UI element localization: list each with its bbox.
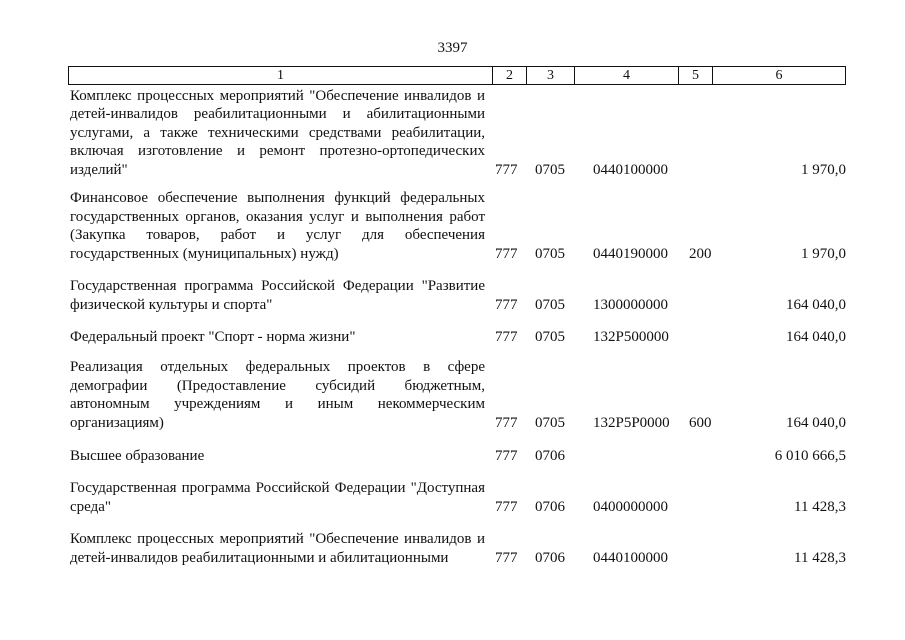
column-header-2: 2: [493, 67, 527, 84]
row-code-ministry: 777: [495, 296, 518, 313]
row-code-expense-type: 600: [689, 414, 712, 431]
row-amount: 1 970,0: [801, 161, 846, 178]
row-code-section: 0705: [535, 161, 565, 178]
row-amount: 1 970,0: [801, 245, 846, 262]
column-header-6: 6: [775, 68, 783, 83]
row-code-target: 1300000000: [593, 296, 668, 313]
table-row: [70, 479, 846, 516]
row-code-ministry: 777: [495, 414, 518, 431]
column-header-3: 3: [527, 67, 575, 84]
row-code-section: 0705: [535, 296, 565, 313]
row-code-target: 132P500000: [593, 328, 669, 345]
table-row: [70, 446, 846, 465]
row-code-ministry: 777: [495, 245, 518, 262]
row-name: Федеральный проект "Спорт - норма жизни": [70, 328, 356, 345]
row-code-ministry: 777: [495, 328, 518, 345]
column-header-5: 5: [679, 67, 713, 84]
row-code-section: 0705: [535, 328, 565, 345]
row-amount: 164 040,0: [786, 414, 846, 431]
row-code-target: 132P5P0000: [593, 414, 670, 431]
row-amount: 11 428,3: [794, 498, 846, 515]
row-code-ministry: 777: [495, 498, 518, 515]
table-row: [70, 277, 846, 314]
row-amount: 164 040,0: [786, 328, 846, 345]
row-name: Государственная программа Российской Федерации "Развитие физической культуры и спорта": [70, 278, 485, 313]
table-row: [70, 327, 846, 346]
table-row: [70, 87, 846, 179]
row-name: Комплекс процессных мероприятий "Обеспечение инвалидов и детей-инвалидов реабилитационными и абилитационными: [70, 531, 485, 566]
row-name: Реализация отдельных федеральных проектов в сфере демографии (Предоставление субсидий бюджетным, автономным учреждениям и иным некоммерческим организациям): [70, 359, 485, 431]
row-code-section: 0706: [535, 447, 565, 464]
row-name: Комплекс процессных мероприятий "Обеспечение инвалидов и детей-инвалидов реабилитационными и абилитационными услугами, а также техническими средствами реабилитации, включая изготовление и ремонт протезно-ортопедических изделий": [70, 87, 485, 178]
page-number: 3397: [437, 40, 468, 56]
row-amount: 11 428,3: [794, 549, 846, 566]
table-row: [70, 190, 846, 263]
row-code-target: 0440100000: [593, 161, 668, 178]
row-code-section: 0706: [535, 549, 565, 566]
row-amount: 164 040,0: [786, 296, 846, 313]
row-code-section: 0705: [535, 245, 565, 262]
row-code-expense-type: 200: [689, 245, 712, 262]
column-header-1: 1: [69, 67, 493, 84]
row-code-ministry: 777: [495, 447, 518, 464]
row-name: Государственная программа Российской Федерации "Доступная среда": [70, 480, 485, 515]
row-code-section: 0705: [535, 414, 565, 431]
row-code-ministry: 777: [495, 549, 518, 566]
table-row: [70, 359, 846, 432]
row-code-section: 0706: [535, 498, 565, 515]
row-code-target: 0440190000: [593, 245, 668, 262]
row-code-ministry: 777: [495, 161, 518, 178]
column-header-4: 4: [575, 67, 679, 84]
row-amount: 6 010 666,5: [774, 447, 846, 464]
table-header: [68, 66, 846, 85]
row-code-target: 0440100000: [593, 549, 668, 566]
row-name: Высшее образование: [70, 447, 205, 464]
row-name: Финансовое обеспечение выполнения функций федеральных государственных органов, оказания услуг и выполнения работ (Закупка товаров, работ и услуг для обеспечения государственных (муниципальных) нужд): [70, 190, 485, 262]
table-row: [70, 530, 846, 567]
row-code-target: 0400000000: [593, 498, 668, 515]
